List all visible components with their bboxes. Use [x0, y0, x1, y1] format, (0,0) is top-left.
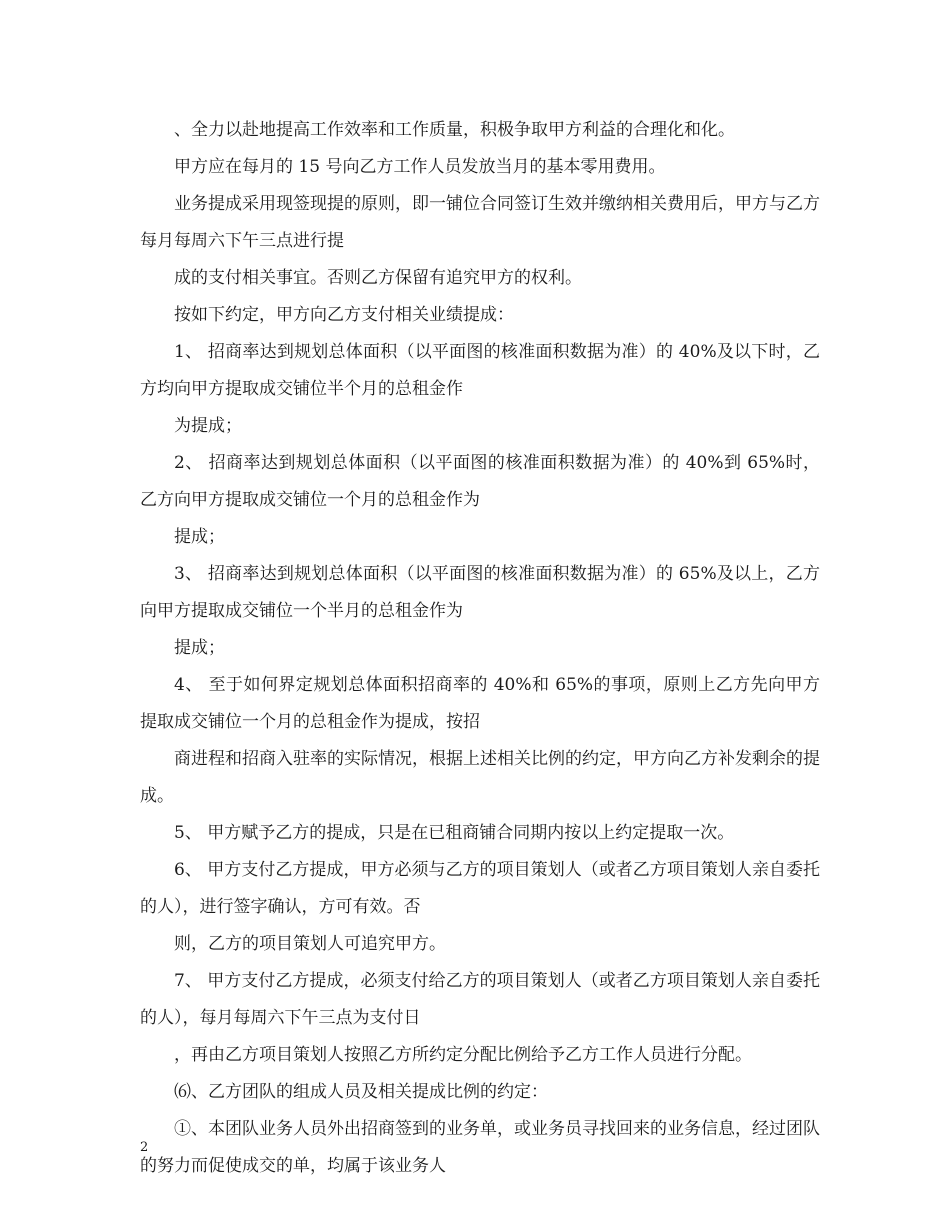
paragraph: 甲方应在每月的 15 号向乙方工作人员发放当月的基本零用费用。: [174, 157, 666, 177]
page-number: 2: [140, 1140, 149, 1155]
paragraph: 提成；: [174, 638, 225, 658]
paragraph: 业务提成采用现签现提的原则，即一铺位合同签订生效并缴纳相关费用后，甲方与乙方每月每周六下午三点进行提: [140, 194, 820, 251]
document-body: [140, 112, 820, 1185]
paragraph: ，再由乙方项目策划人按照乙方所约定分配比例给予乙方工作人员进行分配。: [174, 1045, 752, 1065]
paragraph: 提成；: [174, 527, 225, 547]
paragraph: 4、 至于如何界定规划总体面积招商率的 40%和 65%的事项，原则上乙方先向甲方提取成交铺位一个月的总租金作为提成，按招: [140, 675, 820, 732]
paragraph: 成的支付相关事宜。否则乙方保留有追究甲方的权利。: [174, 268, 582, 288]
paragraph: 、全力以赴地提高工作效率和工作质量，积极争取甲方利益的合理化和化。: [174, 120, 735, 140]
paragraph: ⑹、乙方团队的组成人员及相关提成比例的约定：: [174, 1082, 548, 1102]
paragraph: 3、 招商率达到规划总体面积（以平面图的核准面积数据为准）的 65%及以上，乙方向甲方提取成交铺位一个半月的总租金作为: [140, 564, 820, 621]
paragraph: 1、 招商率达到规划总体面积（以平面图的核准面积数据为准）的 40%及以下时，乙方均向甲方提取成交铺位半个月的总租金作: [140, 342, 820, 399]
paragraph: ①、本团队业务人员外出招商签到的业务单，或业务员寻找回来的业务信息，经过团队的努力而促使成交的单，均属于该业务人: [140, 1119, 820, 1176]
paragraph: 按如下约定，甲方向乙方支付相关业绩提成：: [174, 305, 514, 325]
paragraph: 7、 甲方支付乙方提成，必须支付给乙方的项目策划人（或者乙方项目策划人亲自委托的人），每月每周六下午三点为支付日: [140, 971, 820, 1028]
paragraph: 则，乙方的项目策划人可追究甲方。: [174, 934, 446, 954]
paragraph: 2、 招商率达到规划总体面积（以平面图的核准面积数据为准）的 40%到 65%时，乙方向甲方提取成交铺位一个月的总租金作为: [140, 453, 820, 510]
paragraph: 5、 甲方赋予乙方的提成，只是在已租商铺合同期内按以上约定提取一次。: [174, 823, 735, 843]
paragraph: 商进程和招商入驻率的实际情况，根据上述相关比例的约定，甲方向乙方补发剩余的提成。: [140, 749, 820, 806]
paragraph: 6、 甲方支付乙方提成，甲方必须与乙方的项目策划人（或者乙方项目策划人亲自委托的人），进行签字确认，方可有效。否: [140, 860, 820, 917]
paragraph: 为提成；: [174, 416, 242, 436]
